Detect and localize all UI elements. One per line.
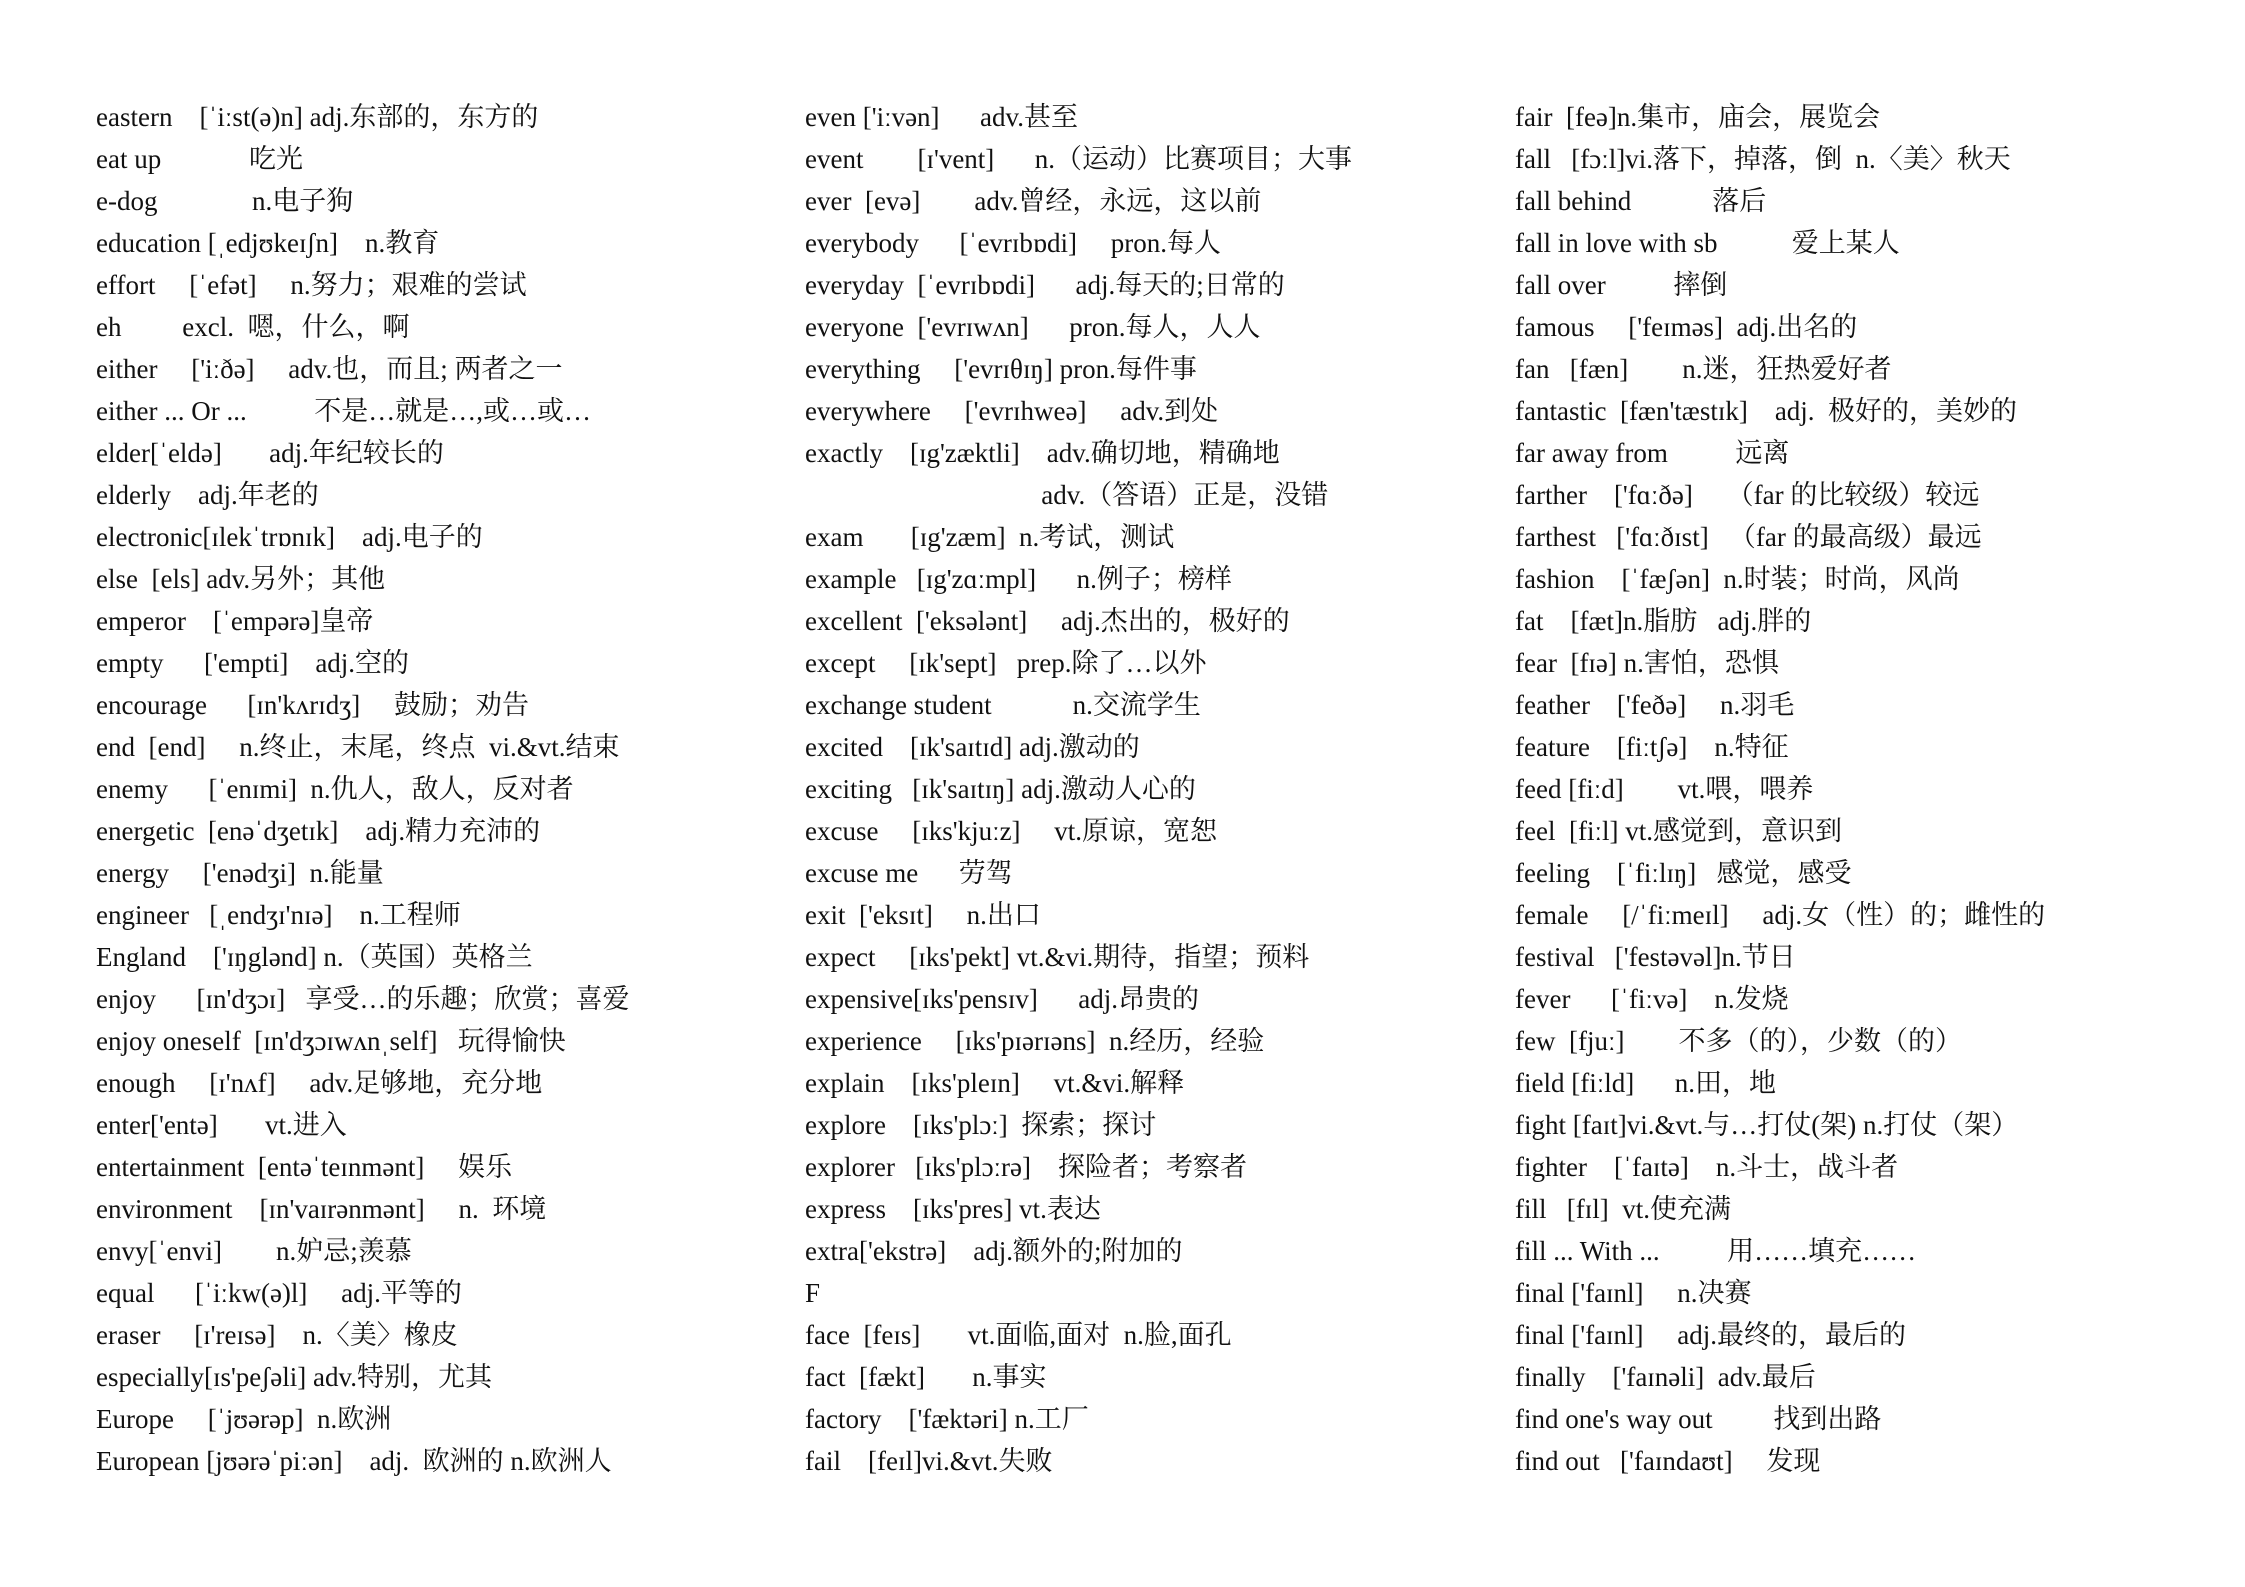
vocab-entry: except [ɪk'sept] prep.除了…以外 — [805, 648, 1207, 678]
vocab-entry: expect [ɪks'pekt] vt.&vi.期待，指望；预料 — [805, 942, 1310, 972]
vocab-entry: F — [805, 1278, 821, 1308]
vocab-entry: fighter [ˈfaɪtə] n.斗士，战斗者 — [1515, 1152, 1899, 1182]
vocab-entry: everyday [ˈevrɪbɒdi] adj.每天的;日常的 — [805, 270, 1285, 300]
vocab-entry: elderly adj.年老的 — [96, 480, 319, 510]
vocab-entry: feel [fiːl] vt.感觉到，意识到 — [1515, 816, 1842, 846]
vocab-entry: fill [fɪl] vt.使充满 — [1515, 1194, 1731, 1224]
vocab-entry: express [ɪks'pres] vt.表达 — [805, 1194, 1101, 1224]
vocab-entry: finally ['faɪnəli] adv.最后 — [1515, 1362, 1816, 1392]
vocab-entry: final ['faɪnl] adj.最终的，最后的 — [1515, 1320, 1907, 1350]
vocab-entry: explorer [ɪks'plɔːrə] 探险者；考察者 — [805, 1152, 1248, 1182]
vocab-entry: female [/ˈfiːmeɪl] adj.女（性）的；雌性的 — [1515, 900, 2046, 930]
vocab-entry: engineer [ˌendʒɪ'nɪə] n.工程师 — [96, 900, 461, 930]
vocab-entry: fat [fæt]n.脂肪 adj.胖的 — [1515, 606, 1812, 636]
vocabulary-column-3 — [1515, 96, 2215, 1482]
vocab-entry: electronic[ɪlekˈtrɒnɪk] adj.电子的 — [96, 522, 483, 552]
vocab-entry: fail [feɪl]vi.&vt.失败 — [805, 1446, 1053, 1476]
vocab-entry: fear [fɪə] n.害怕，恐惧 — [1515, 648, 1779, 678]
vocab-entry: equal [ˈiːkw(ə)l] adj.平等的 — [96, 1278, 462, 1308]
vocab-entry: excited [ɪk'saɪtɪd] adj.激动的 — [805, 732, 1140, 762]
vocab-entry: few [fjuː] 不多（的），少数（的） — [1515, 1026, 1962, 1056]
vocab-entry: eraser [ɪ'reɪsə] n.〈美〉橡皮 — [96, 1320, 458, 1350]
vocab-entry: elder[ˈeldə] adj.年纪较长的 — [96, 438, 444, 468]
vocab-entry: envy[ˈenvi] n.妒忌;羡慕 — [96, 1236, 412, 1266]
vocab-entry: fall in love with sb 爱上某人 — [1515, 228, 1900, 258]
vocab-entry: everything ['evrɪθɪŋ] pron.每件事 — [805, 354, 1197, 384]
vocab-entry: fall behind 落后 — [1515, 186, 1767, 216]
vocab-entry: event [ɪ'vent] n.（运动）比赛项目；大事 — [805, 144, 1353, 174]
vocab-entry: find one's way out 找到出路 — [1515, 1404, 1882, 1434]
vocab-entry: European [jʊərəˈpiːən] adj. 欧洲的 n.欧洲人 — [96, 1446, 612, 1476]
vocab-entry: effort [ˈefət] n.努力；艰难的尝试 — [96, 270, 527, 300]
vocab-entry: even ['iːvən] adv.甚至 — [805, 102, 1079, 132]
vocab-entry: empty ['empti] adj.空的 — [96, 648, 410, 678]
vocab-entry: fact [fækt] n.事实 — [805, 1362, 1047, 1392]
vocab-entry: everybody [ˈevrɪbɒdi] pron.每人 — [805, 228, 1222, 258]
vocab-entry: farther ['fɑːðə] （far 的比较级）较远 — [1515, 480, 1980, 510]
vocab-entry: enter['entə] vt.进入 — [96, 1110, 347, 1140]
vocab-entry: face [feɪs] vt.面临,面对 n.脸,面孔 — [805, 1320, 1232, 1350]
vocab-entry: exciting [ɪk'saɪtɪŋ] adj.激动人心的 — [805, 774, 1196, 804]
vocab-entry: extra['ekstrə] adj.额外的;附加的 — [805, 1236, 1183, 1266]
vocab-entry: fall over 摔倒 — [1515, 270, 1728, 300]
vocab-entry: feature [fiːtʃə] n.特征 — [1515, 732, 1789, 762]
vocab-entry: excuse [ɪks'kjuːz] vt.原谅，宽恕 — [805, 816, 1218, 846]
vocabulary-column-1 — [96, 96, 796, 1482]
vocab-entry: exit ['eksɪt] n.出口 — [805, 900, 1041, 930]
vocab-entry: farthest ['fɑːðɪst] （far 的最高级）最远 — [1515, 522, 1982, 552]
vocab-entry: final ['faɪnl] n.决赛 — [1515, 1278, 1752, 1308]
vocab-entry: emperor [ˈempərə]皇帝 — [96, 606, 374, 636]
vocab-entry: energy ['enədʒi] n.能量 — [96, 858, 384, 888]
vocab-entry: explain [ɪks'pleɪn] vt.&vi.解释 — [805, 1068, 1185, 1098]
vocab-entry: enjoy [ɪn'dʒɔɪ] 享受…的乐趣；欣赏；喜爱 — [96, 984, 630, 1014]
vocab-entry: far away from 远离 — [1515, 438, 1790, 468]
vocab-entry: enough [ɪ'nʌf] adv.足够地，充分地 — [96, 1068, 543, 1098]
vocab-entry: feeling [ˈfiːlɪŋ] 感觉，感受 — [1515, 858, 1852, 888]
vocab-entry: expensive[ɪks'pensɪv] adj.昂贵的 — [805, 984, 1200, 1014]
vocab-entry: adv.（答语）正是，没错 — [805, 480, 1329, 510]
vocab-entry: either ['iːðə] adv.也，而且; 两者之一 — [96, 354, 563, 384]
vocab-entry: eat up 吃光 — [96, 144, 303, 174]
vocab-entry: exam [ɪg'zæm] n.考试，测试 — [805, 522, 1175, 552]
vocab-entry: end [end] n.终止，末尾，终点 vi.&vt.结束 — [96, 732, 620, 762]
vocab-entry: England ['ɪŋglənd] n.（英国）英格兰 — [96, 942, 533, 972]
vocab-entry: factory ['fæktəri] n.工厂 — [805, 1404, 1089, 1434]
vocab-entry: especially[ɪs'peʃəli] adv.特别，尤其 — [96, 1362, 492, 1392]
vocabulary-column-2 — [805, 96, 1505, 1482]
vocab-entry: everyone ['evrɪwʌn] pron.每人，人人 — [805, 312, 1261, 342]
vocab-entry: fill ... With ... 用……填充…… — [1515, 1236, 1917, 1266]
vocab-entry: ever [evə] adv.曾经，永远，这以前 — [805, 186, 1262, 216]
vocab-entry: encourage [ɪn'kʌrɪdʒ] 鼓励；劝告 — [96, 690, 530, 720]
vocab-entry: feather ['feðə] n.羽毛 — [1515, 690, 1795, 720]
vocab-entry: environment [ɪn'vaɪrənmənt] n. 环境 — [96, 1194, 547, 1224]
vocab-entry: entertainment [entəˈteɪnmənt] 娱乐 — [96, 1152, 513, 1182]
vocab-entry: fantastic [fæn'tæstɪk] adj. 极好的，美妙的 — [1515, 396, 2018, 426]
vocab-entry: excuse me 劳驾 — [805, 858, 1013, 888]
vocab-entry: e-dog n.电子狗 — [96, 186, 354, 216]
vocab-entry: fight [faɪt]vi.&vt.与…打仗(架) n.打仗（架） — [1515, 1110, 2019, 1140]
vocab-entry: exactly [ɪg'zæktli] adv.确切地，精确地 — [805, 438, 1280, 468]
vocab-entry: fair [feə]n.集市，庙会，展览会 — [1515, 102, 1881, 132]
vocab-entry: enjoy oneself [ɪn'dʒɔɪwʌnˌself] 玩得愉快 — [96, 1026, 566, 1056]
vocab-entry: fever [ˈfiːvə] n.发烧 — [1515, 984, 1789, 1014]
vocab-entry: exchange student n.交流学生 — [805, 690, 1201, 720]
vocab-entry: famous ['feɪməs] adj.出名的 — [1515, 312, 1858, 342]
vocab-entry: find out ['faɪndaʊt] 发现 — [1515, 1446, 1821, 1476]
vocab-entry: energetic [enəˈdʒetɪk] adj.精力充沛的 — [96, 816, 541, 846]
vocab-entry: education [ˌedjʊkeɪʃn] n.教育 — [96, 228, 440, 258]
vocab-entry: field [fiːld] n.田，地 — [1515, 1068, 1776, 1098]
vocab-entry: excellent ['eksələnt] adj.杰出的，极好的 — [805, 606, 1290, 636]
vocab-entry: Europe [ˈjʊərəp] n.欧洲 — [96, 1404, 392, 1434]
vocab-entry: fan [fæn] n.迷，狂热爱好者 — [1515, 354, 1892, 384]
vocab-entry: festival ['festəvəl]n.节日 — [1515, 942, 1796, 972]
vocab-entry: experience [ɪks'pɪərɪəns] n.经历，经验 — [805, 1026, 1265, 1056]
vocab-entry: fall [fɔːl]vi.落下，掉落，倒 n.〈美〉秋天 — [1515, 144, 2011, 174]
vocab-entry: feed [fiːd] vt.喂，喂养 — [1515, 774, 1814, 804]
vocab-entry: everywhere ['evrɪhweə] adv.到处 — [805, 396, 1219, 426]
vocab-entry: else [els] adv.另外；其他 — [96, 564, 386, 594]
vocab-entry: example [ɪg'zɑːmpl] n.例子；榜样 — [805, 564, 1232, 594]
vocab-entry: either ... Or ... 不是…就是…,或…或… — [96, 396, 591, 426]
vocab-entry: eh excl. 嗯，什么，啊 — [96, 312, 410, 342]
vocab-entry: fashion [ˈfæʃən] n.时装；时尚，风尚 — [1515, 564, 1960, 594]
vocab-entry: enemy [ˈenɪmi] n.仇人，敌人，反对者 — [96, 774, 574, 804]
vocab-entry: explore [ɪks'plɔː] 探索；探讨 — [805, 1110, 1157, 1140]
vocab-entry: eastern [ˈiːst(ə)n] adj.东部的，东方的 — [96, 102, 539, 132]
